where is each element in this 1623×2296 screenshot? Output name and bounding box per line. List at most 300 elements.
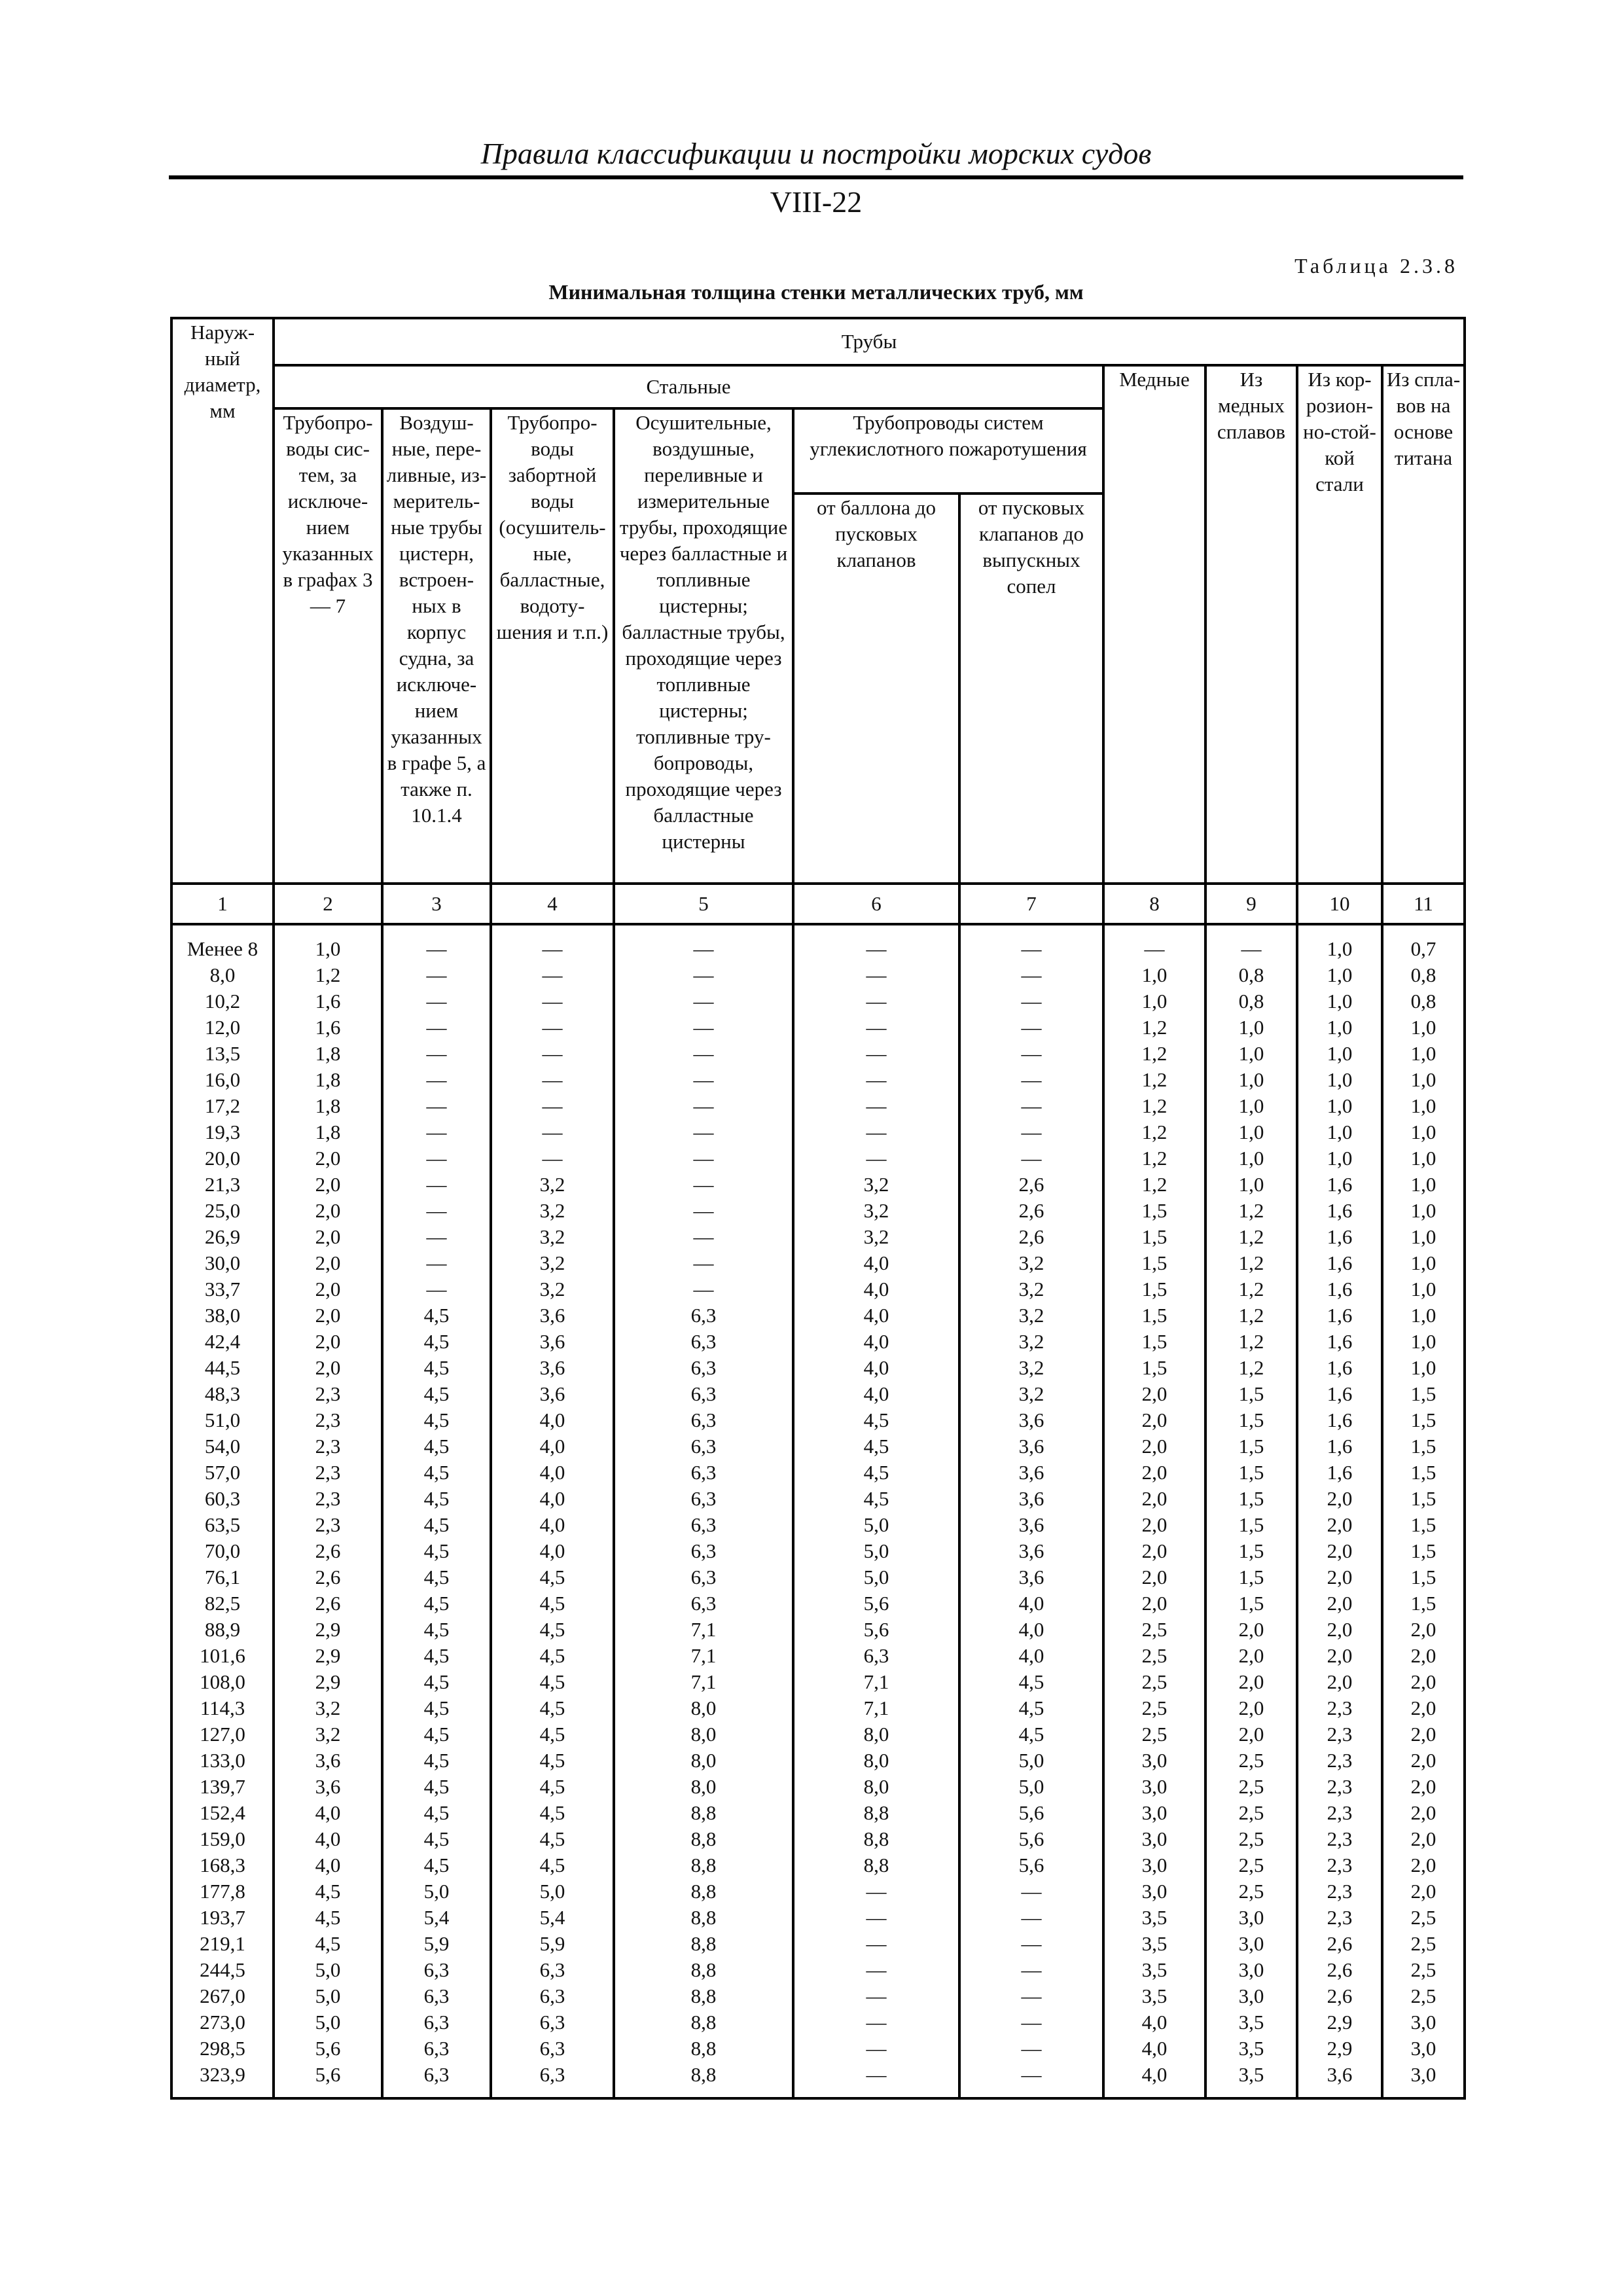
- thickness-cell: 8,8: [793, 1852, 959, 1878]
- thickness-cell: 4,5: [382, 1486, 491, 1512]
- thickness-cell: 5,6: [959, 1800, 1103, 1826]
- thickness-cell: 6,3: [614, 1486, 793, 1512]
- col-number: 5: [614, 884, 793, 924]
- thickness-cell: 2,0: [274, 1302, 382, 1329]
- thickness-cell: 2,0: [1103, 1407, 1205, 1433]
- thickness-cell: —: [1103, 924, 1205, 962]
- thickness-cell: 2,9: [274, 1643, 382, 1669]
- thickness-cell: 8,8: [614, 1852, 793, 1878]
- thickness-cell: 1,2: [1103, 1119, 1205, 1145]
- thickness-cell: 2,0: [274, 1198, 382, 1224]
- thickness-cell: 4,0: [793, 1250, 959, 1276]
- thickness-cell: —: [793, 1145, 959, 1172]
- diameter-cell: 267,0: [171, 1983, 274, 2009]
- thickness-cell: 5,0: [274, 1983, 382, 2009]
- thickness-cell: 2,6: [274, 1538, 382, 1564]
- thickness-cell: 3,6: [491, 1355, 614, 1381]
- thickness-cell: —: [491, 1067, 614, 1093]
- thickness-cell: 3,0: [1103, 1878, 1205, 1905]
- thickness-cell: 2,0: [1382, 1721, 1465, 1748]
- thickness-cell: 4,5: [274, 1878, 382, 1905]
- thickness-cell: —: [491, 924, 614, 962]
- diameter-cell: 219,1: [171, 1931, 274, 1957]
- diameter-cell: 114,3: [171, 1695, 274, 1721]
- thickness-cell: —: [382, 924, 491, 962]
- thickness-cell: —: [793, 962, 959, 988]
- thickness-cell: —: [382, 1276, 491, 1302]
- thickness-cell: 1,0: [274, 924, 382, 962]
- thickness-cell: 3,2: [959, 1381, 1103, 1407]
- thickness-cell: 2,5: [1103, 1617, 1205, 1643]
- thickness-cell: 4,5: [382, 1748, 491, 1774]
- thickness-cell: 1,5: [1382, 1564, 1465, 1590]
- diameter-cell: 273,0: [171, 2009, 274, 2036]
- thickness-cell: 4,0: [793, 1355, 959, 1381]
- thickness-cell: 4,0: [491, 1538, 614, 1564]
- col-number: 9: [1205, 884, 1297, 924]
- table-row: [171, 1276, 1465, 1302]
- thickness-cell: 2,6: [1297, 1931, 1382, 1957]
- thickness-cell: —: [959, 1957, 1103, 1983]
- thickness-cell: 4,5: [382, 1774, 491, 1800]
- header-stainless: Из кор-розион-но-стой-кой стали: [1297, 365, 1382, 884]
- thickness-cell: —: [793, 988, 959, 1014]
- thickness-cell: —: [959, 1878, 1103, 1905]
- thickness-cell: 3,0: [1205, 1983, 1297, 2009]
- thickness-cell: 2,3: [274, 1407, 382, 1433]
- thickness-cell: 2,0: [1382, 1774, 1465, 1800]
- thickness-cell: —: [382, 1014, 491, 1041]
- thickness-cell: 1,0: [1382, 1067, 1465, 1093]
- table-row: [171, 1538, 1465, 1564]
- thickness-cell: —: [959, 1014, 1103, 1041]
- thickness-cell: 3,2: [959, 1355, 1103, 1381]
- thickness-cell: 1,0: [1382, 1224, 1465, 1250]
- thickness-cell: 1,5: [1382, 1433, 1465, 1460]
- thickness-cell: 6,3: [614, 1538, 793, 1564]
- thickness-cell: 5,0: [793, 1564, 959, 1590]
- col-number: 3: [382, 884, 491, 924]
- thickness-cell: 1,8: [274, 1067, 382, 1093]
- thickness-cell: 2,3: [1297, 1748, 1382, 1774]
- thickness-cell: 3,0: [1205, 1957, 1297, 1983]
- thickness-cell: 8,0: [793, 1774, 959, 1800]
- thickness-cell: 3,0: [1205, 1931, 1297, 1957]
- thickness-cell: 3,6: [1297, 2062, 1382, 2098]
- thickness-cell: —: [614, 1276, 793, 1302]
- table-body: [171, 924, 1465, 2098]
- thickness-cell: —: [491, 1119, 614, 1145]
- thickness-cell: —: [959, 1093, 1103, 1119]
- thickness-cell: 2,3: [1297, 1774, 1382, 1800]
- thickness-cell: 1,2: [1205, 1302, 1297, 1329]
- thickness-cell: 3,5: [1205, 2062, 1297, 2098]
- thickness-cell: 4,5: [382, 1800, 491, 1826]
- thickness-cell: 2,5: [1205, 1800, 1297, 1826]
- diameter-cell: 298,5: [171, 2036, 274, 2062]
- thickness-cell: 2,9: [1297, 2036, 1382, 2062]
- thickness-cell: 5,6: [274, 2036, 382, 2062]
- thickness-cell: 1,5: [1103, 1302, 1205, 1329]
- thickness-cell: 3,6: [959, 1512, 1103, 1538]
- table-row: [171, 1407, 1465, 1433]
- thickness-cell: 4,0: [491, 1486, 614, 1512]
- thickness-cell: 3,0: [1103, 1748, 1205, 1774]
- thickness-cell: 4,5: [491, 1800, 614, 1826]
- table-row: [171, 962, 1465, 988]
- diameter-cell: 133,0: [171, 1748, 274, 1774]
- thickness-cell: —: [382, 1250, 491, 1276]
- col-number: 11: [1382, 884, 1465, 924]
- thickness-cell: 5,0: [491, 1878, 614, 1905]
- thickness-cell: 2,5: [1205, 1748, 1297, 1774]
- thickness-cell: 2,3: [274, 1381, 382, 1407]
- table-row: [171, 1250, 1465, 1276]
- table-row: [171, 1931, 1465, 1957]
- table-row: [171, 1172, 1465, 1198]
- thickness-cell: 4,0: [793, 1329, 959, 1355]
- thickness-cell: 4,5: [491, 1748, 614, 1774]
- thickness-cell: 6,3: [491, 1983, 614, 2009]
- thickness-cell: 7,1: [614, 1643, 793, 1669]
- thickness-cell: 2,0: [1297, 1512, 1382, 1538]
- table-row: [171, 1983, 1465, 2009]
- thickness-cell: 8,8: [614, 1800, 793, 1826]
- thickness-cell: —: [959, 1067, 1103, 1093]
- thickness-cell: 1,5: [1103, 1224, 1205, 1250]
- table-row: [171, 2036, 1465, 2062]
- table-row: [171, 1826, 1465, 1852]
- table-row: [171, 1852, 1465, 1878]
- thickness-cell: 2,5: [1103, 1669, 1205, 1695]
- thickness-cell: 1,2: [1205, 1329, 1297, 1355]
- thickness-cell: 4,5: [491, 1826, 614, 1852]
- header-titanium: Из спла-вов на основе титана: [1382, 365, 1465, 884]
- thickness-cell: —: [382, 1198, 491, 1224]
- thickness-cell: 1,0: [1205, 1067, 1297, 1093]
- thickness-cell: 1,0: [1205, 1172, 1297, 1198]
- thickness-cell: 2,0: [1297, 1538, 1382, 1564]
- thickness-cell: 6,3: [614, 1460, 793, 1486]
- thickness-cell: —: [491, 1093, 614, 1119]
- thickness-cell: 3,0: [1382, 2036, 1465, 2062]
- header-col7: от пусковых клапанов до выпускных сопел: [959, 493, 1103, 884]
- thickness-cell: 2,9: [1297, 2009, 1382, 2036]
- thickness-cell: 3,0: [1103, 1852, 1205, 1878]
- thickness-cell: 5,9: [491, 1931, 614, 1957]
- thickness-cell: 8,8: [793, 1800, 959, 1826]
- diameter-cell: 26,9: [171, 1224, 274, 1250]
- thickness-cell: —: [491, 1145, 614, 1172]
- thickness-cell: 2,0: [1297, 1617, 1382, 1643]
- thickness-cell: 1,0: [1297, 924, 1382, 962]
- thickness-cell: 4,5: [382, 1590, 491, 1617]
- thickness-cell: 6,3: [382, 1957, 491, 1983]
- thickness-cell: 8,8: [614, 1983, 793, 2009]
- thickness-cell: 2,6: [959, 1224, 1103, 1250]
- thickness-cell: 2,6: [1297, 1957, 1382, 1983]
- thickness-cell: 2,6: [959, 1172, 1103, 1198]
- thickness-cell: 4,5: [959, 1669, 1103, 1695]
- thickness-cell: 1,6: [1297, 1381, 1382, 1407]
- table-row: [171, 1878, 1465, 1905]
- thickness-cell: 1,5: [1205, 1512, 1297, 1538]
- diameter-cell: 323,9: [171, 2062, 274, 2098]
- thickness-cell: 8,8: [793, 1826, 959, 1852]
- thickness-cell: 6,3: [382, 2009, 491, 2036]
- thickness-cell: 3,6: [959, 1538, 1103, 1564]
- thickness-cell: 3,2: [491, 1276, 614, 1302]
- thickness-cell: 1,6: [274, 988, 382, 1014]
- diameter-cell: 44,5: [171, 1355, 274, 1381]
- table-row: [171, 1381, 1465, 1407]
- table-row: [171, 1905, 1465, 1931]
- thickness-cell: 6,3: [614, 1302, 793, 1329]
- thickness-cell: 1,2: [1103, 1093, 1205, 1119]
- thickness-cell: 3,2: [274, 1695, 382, 1721]
- diameter-cell: 16,0: [171, 1067, 274, 1093]
- thickness-cell: 2,3: [1297, 1721, 1382, 1748]
- thickness-cell: 2,0: [1103, 1433, 1205, 1460]
- table-row: [171, 1302, 1465, 1329]
- thickness-cell: 4,5: [274, 1931, 382, 1957]
- thickness-cell: —: [793, 1878, 959, 1905]
- table-row: [171, 1145, 1465, 1172]
- diameter-cell: 19,3: [171, 1119, 274, 1145]
- thickness-cell: 3,5: [1103, 1931, 1205, 1957]
- thickness-cell: 2,0: [1297, 1669, 1382, 1695]
- table-row: [171, 1800, 1465, 1826]
- thickness-cell: —: [793, 1041, 959, 1067]
- thickness-cell: 2,3: [1297, 1905, 1382, 1931]
- table-row: [171, 1355, 1465, 1381]
- thickness-cell: —: [614, 1250, 793, 1276]
- thickness-cell: 2,0: [1205, 1695, 1297, 1721]
- thickness-cell: 1,0: [1382, 1041, 1465, 1067]
- thickness-cell: 4,0: [491, 1407, 614, 1433]
- thickness-cell: 1,5: [1205, 1381, 1297, 1407]
- thickness-cell: 3,2: [959, 1302, 1103, 1329]
- thickness-cell: 0,8: [1205, 988, 1297, 1014]
- table-row: [171, 1014, 1465, 1041]
- thickness-cell: 4,0: [1103, 2009, 1205, 2036]
- thickness-cell: 4,5: [382, 1407, 491, 1433]
- thickness-cell: 4,5: [959, 1721, 1103, 1748]
- thickness-cell: 5,0: [274, 1957, 382, 1983]
- thickness-cell: 0,8: [1382, 988, 1465, 1014]
- thickness-cell: 1,5: [1205, 1538, 1297, 1564]
- thickness-cell: 2,0: [1205, 1721, 1297, 1748]
- header-col6: от баллона до пусковых клапанов: [793, 493, 959, 884]
- thickness-cell: —: [793, 1014, 959, 1041]
- thickness-cell: —: [614, 1145, 793, 1172]
- thickness-cell: —: [793, 1983, 959, 2009]
- table-row: [171, 1486, 1465, 1512]
- thickness-cell: 4,0: [1103, 2062, 1205, 2098]
- diameter-cell: 48,3: [171, 1381, 274, 1407]
- thickness-cell: 1,5: [1103, 1250, 1205, 1276]
- thickness-cell: 8,8: [614, 1905, 793, 1931]
- table-label: Таблица 2.3.8: [1294, 254, 1458, 278]
- thickness-cell: 1,2: [1205, 1276, 1297, 1302]
- diameter-cell: 38,0: [171, 1302, 274, 1329]
- diameter-cell: Менее 8: [171, 924, 274, 962]
- thickness-cell: 4,5: [382, 1329, 491, 1355]
- thickness-cell: 3,2: [959, 1250, 1103, 1276]
- header-co2-systems: Трубопроводы систем углекислотного пожаротушения: [793, 408, 1103, 493]
- thickness-cell: —: [382, 1172, 491, 1198]
- thickness-cell: 1,6: [1297, 1407, 1382, 1433]
- thickness-cell: 1,0: [1103, 962, 1205, 988]
- thickness-cell: 2,6: [1297, 1983, 1382, 2009]
- column-number-row: [171, 884, 1465, 924]
- thickness-cell: 1,6: [1297, 1224, 1382, 1250]
- thickness-cell: 1,2: [1103, 1172, 1205, 1198]
- thickness-cell: 4,5: [382, 1302, 491, 1329]
- thickness-cell: 2,0: [1382, 1617, 1465, 1643]
- table-row: [171, 1695, 1465, 1721]
- thickness-cell: 2,5: [1103, 1695, 1205, 1721]
- table-row: [171, 1093, 1465, 1119]
- thickness-cell: 6,3: [382, 1983, 491, 2009]
- thickness-cell: 1,5: [1205, 1433, 1297, 1460]
- thickness-cell: —: [614, 1067, 793, 1093]
- thickness-cell: 1,5: [1205, 1564, 1297, 1590]
- thickness-cell: —: [491, 962, 614, 988]
- pipe-thickness-table: [170, 317, 1466, 2100]
- thickness-cell: 4,5: [382, 1433, 491, 1460]
- thickness-cell: 2,0: [1297, 1564, 1382, 1590]
- thickness-cell: 4,5: [382, 1512, 491, 1538]
- thickness-cell: 4,5: [382, 1381, 491, 1407]
- thickness-cell: 1,2: [1205, 1198, 1297, 1224]
- thickness-cell: 4,5: [959, 1695, 1103, 1721]
- thickness-cell: 4,5: [382, 1643, 491, 1669]
- thickness-cell: —: [382, 1145, 491, 1172]
- thickness-cell: 2,0: [1382, 1878, 1465, 1905]
- diameter-cell: 76,1: [171, 1564, 274, 1590]
- thickness-cell: 7,1: [793, 1669, 959, 1695]
- thickness-cell: 3,6: [959, 1433, 1103, 1460]
- thickness-cell: 5,0: [793, 1538, 959, 1564]
- thickness-cell: 5,6: [959, 1852, 1103, 1878]
- thickness-cell: —: [614, 962, 793, 988]
- thickness-cell: 4,5: [382, 1564, 491, 1590]
- thickness-cell: 2,3: [1297, 1800, 1382, 1826]
- thickness-cell: 7,1: [793, 1695, 959, 1721]
- thickness-cell: 0,7: [1382, 924, 1465, 962]
- thickness-cell: 5,0: [382, 1878, 491, 1905]
- diameter-cell: 57,0: [171, 1460, 274, 1486]
- thickness-cell: 5,0: [959, 1774, 1103, 1800]
- thickness-cell: —: [793, 1093, 959, 1119]
- thickness-cell: 1,0: [1382, 1250, 1465, 1276]
- thickness-cell: 4,5: [491, 1774, 614, 1800]
- thickness-cell: 2,0: [1382, 1826, 1465, 1852]
- diameter-cell: 60,3: [171, 1486, 274, 1512]
- thickness-cell: 6,3: [614, 1564, 793, 1590]
- thickness-cell: 4,5: [382, 1460, 491, 1486]
- thickness-cell: 1,2: [1103, 1014, 1205, 1041]
- thickness-cell: 1,8: [274, 1041, 382, 1067]
- thickness-cell: 2,0: [1205, 1643, 1297, 1669]
- thickness-cell: 3,6: [491, 1329, 614, 1355]
- thickness-cell: 6,3: [614, 1590, 793, 1617]
- diameter-cell: 30,0: [171, 1250, 274, 1276]
- thickness-cell: 1,6: [1297, 1198, 1382, 1224]
- thickness-cell: 3,0: [1103, 1800, 1205, 1826]
- header-copper: Медные: [1103, 365, 1205, 884]
- thickness-cell: 1,5: [1382, 1460, 1465, 1486]
- header-steel: Стальные: [274, 365, 1103, 408]
- thickness-cell: —: [959, 988, 1103, 1014]
- thickness-cell: 2,3: [274, 1433, 382, 1460]
- thickness-cell: 1,2: [1103, 1041, 1205, 1067]
- thickness-cell: 2,5: [1382, 1983, 1465, 2009]
- thickness-cell: 1,0: [1297, 1119, 1382, 1145]
- thickness-cell: 1,6: [1297, 1329, 1382, 1355]
- thickness-cell: 8,8: [614, 2062, 793, 2098]
- col-number: 2: [274, 884, 382, 924]
- thickness-cell: 1,6: [1297, 1250, 1382, 1276]
- table-row: [171, 988, 1465, 1014]
- thickness-cell: 8,0: [614, 1695, 793, 1721]
- thickness-cell: 4,5: [491, 1564, 614, 1590]
- thickness-cell: 2,5: [1205, 1852, 1297, 1878]
- thickness-cell: 3,6: [491, 1381, 614, 1407]
- thickness-cell: 4,5: [491, 1695, 614, 1721]
- thickness-cell: 3,2: [959, 1276, 1103, 1302]
- thickness-cell: 3,2: [274, 1721, 382, 1748]
- diameter-cell: 82,5: [171, 1590, 274, 1617]
- thickness-cell: 1,0: [1382, 1172, 1465, 1198]
- thickness-cell: 2,5: [1103, 1721, 1205, 1748]
- thickness-cell: —: [959, 962, 1103, 988]
- thickness-cell: 6,3: [614, 1329, 793, 1355]
- thickness-cell: 1,5: [1382, 1538, 1465, 1564]
- thickness-cell: 3,6: [959, 1460, 1103, 1486]
- thickness-cell: —: [793, 2062, 959, 2098]
- thickness-cell: 1,6: [1297, 1276, 1382, 1302]
- diameter-cell: 168,3: [171, 1852, 274, 1878]
- header-col4: Трубопро-воды забортной воды (осушитель-ные, балластные, водоту-шения и т.п.): [491, 408, 614, 884]
- thickness-cell: 1,2: [1205, 1250, 1297, 1276]
- table-row: [171, 1460, 1465, 1486]
- thickness-cell: 1,2: [1103, 1067, 1205, 1093]
- thickness-cell: 4,0: [959, 1590, 1103, 1617]
- thickness-cell: —: [382, 1067, 491, 1093]
- thickness-cell: —: [793, 1905, 959, 1931]
- table-row: [171, 1748, 1465, 1774]
- thickness-cell: 8,8: [614, 1826, 793, 1852]
- diameter-cell: 54,0: [171, 1433, 274, 1460]
- thickness-cell: 3,0: [1103, 1774, 1205, 1800]
- thickness-cell: 2,0: [1382, 1695, 1465, 1721]
- diameter-cell: 101,6: [171, 1643, 274, 1669]
- thickness-cell: —: [614, 1172, 793, 1198]
- thickness-cell: 1,5: [1205, 1407, 1297, 1433]
- thickness-cell: 6,3: [491, 2009, 614, 2036]
- thickness-cell: —: [959, 1983, 1103, 2009]
- thickness-cell: 4,0: [793, 1276, 959, 1302]
- diameter-cell: 20,0: [171, 1145, 274, 1172]
- table-row: [171, 1774, 1465, 1800]
- thickness-cell: —: [614, 1198, 793, 1224]
- thickness-cell: 2,0: [1103, 1486, 1205, 1512]
- diameter-cell: 17,2: [171, 1093, 274, 1119]
- thickness-cell: 1,0: [1297, 1145, 1382, 1172]
- table-row: [171, 1643, 1465, 1669]
